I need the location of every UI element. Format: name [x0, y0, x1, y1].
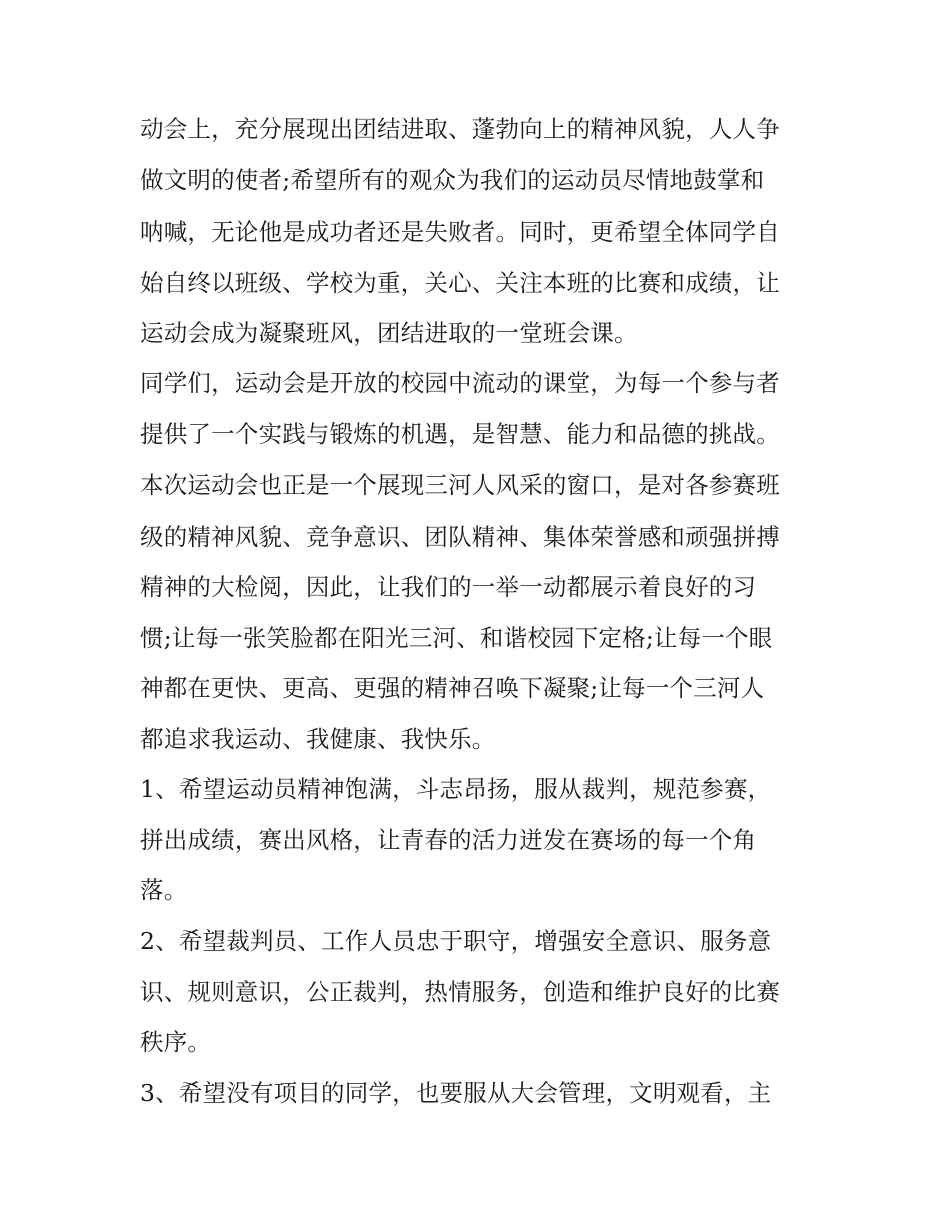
text-line: 动会上，充分展现出团结进取、蓬勃向上的精神风貌，人人争	[140, 115, 780, 143]
text-line: 神都在更快、更高、更强的精神召唤下凝聚;让每一个三河人	[140, 674, 765, 702]
text-line: 都追求我运动、我健康、我快乐。	[140, 725, 496, 753]
text-line: 拼出成绩，赛出风格，让青春的活力迸发在赛场的每一个角	[140, 826, 757, 854]
text-line: 落。	[140, 876, 188, 904]
text-line: 提供了一个实践与锻炼的机遇，是智慧、能力和品德的挑战。	[140, 420, 780, 448]
text-line: 始自终以班级、学校为重，关心、关注本班的比赛和成绩，让	[140, 269, 780, 297]
text-line: 本次运动会也正是一个展现三河人风采的窗口，是对各参赛班	[140, 471, 780, 499]
text-line: 呐喊，无论他是成功者还是失败者。同时，更希望全体同学自	[140, 218, 780, 246]
text-line: 同学们，运动会是开放的校园中流动的课堂，为每一个参与者	[140, 369, 780, 397]
text-line: 运动会成为凝聚班风，团结进取的一堂班会课。	[140, 319, 638, 347]
text-line: 惯;让每一张笑脸都在阳光三河、和谐校园下定格;让每一个眼	[140, 624, 773, 652]
text-line: 精神的大检阅，因此，让我们的一举一动都展示着良好的习	[140, 573, 757, 601]
text-line: 3、希望没有项目的同学，也要服从大会管理，文明观看，主	[140, 1079, 772, 1107]
text-line: 识、规则意识，公正裁判，热情服务，创造和维护良好的比赛	[140, 978, 780, 1006]
text-line: 做文明的使者;希望所有的观众为我们的运动员尽情地鼓掌和	[140, 166, 765, 194]
text-line: 2、希望裁判员、工作人员忠于职守，增强安全意识、服务意	[140, 927, 772, 955]
text-line: 级的精神风貌、竞争意识、团队精神、集体荣誉感和顽强拼搏	[140, 523, 780, 551]
text-line: 秩序。	[140, 1028, 212, 1056]
text-line: 1、希望运动员精神饱满，斗志昂扬，服从裁判，规范参赛，	[140, 775, 772, 803]
